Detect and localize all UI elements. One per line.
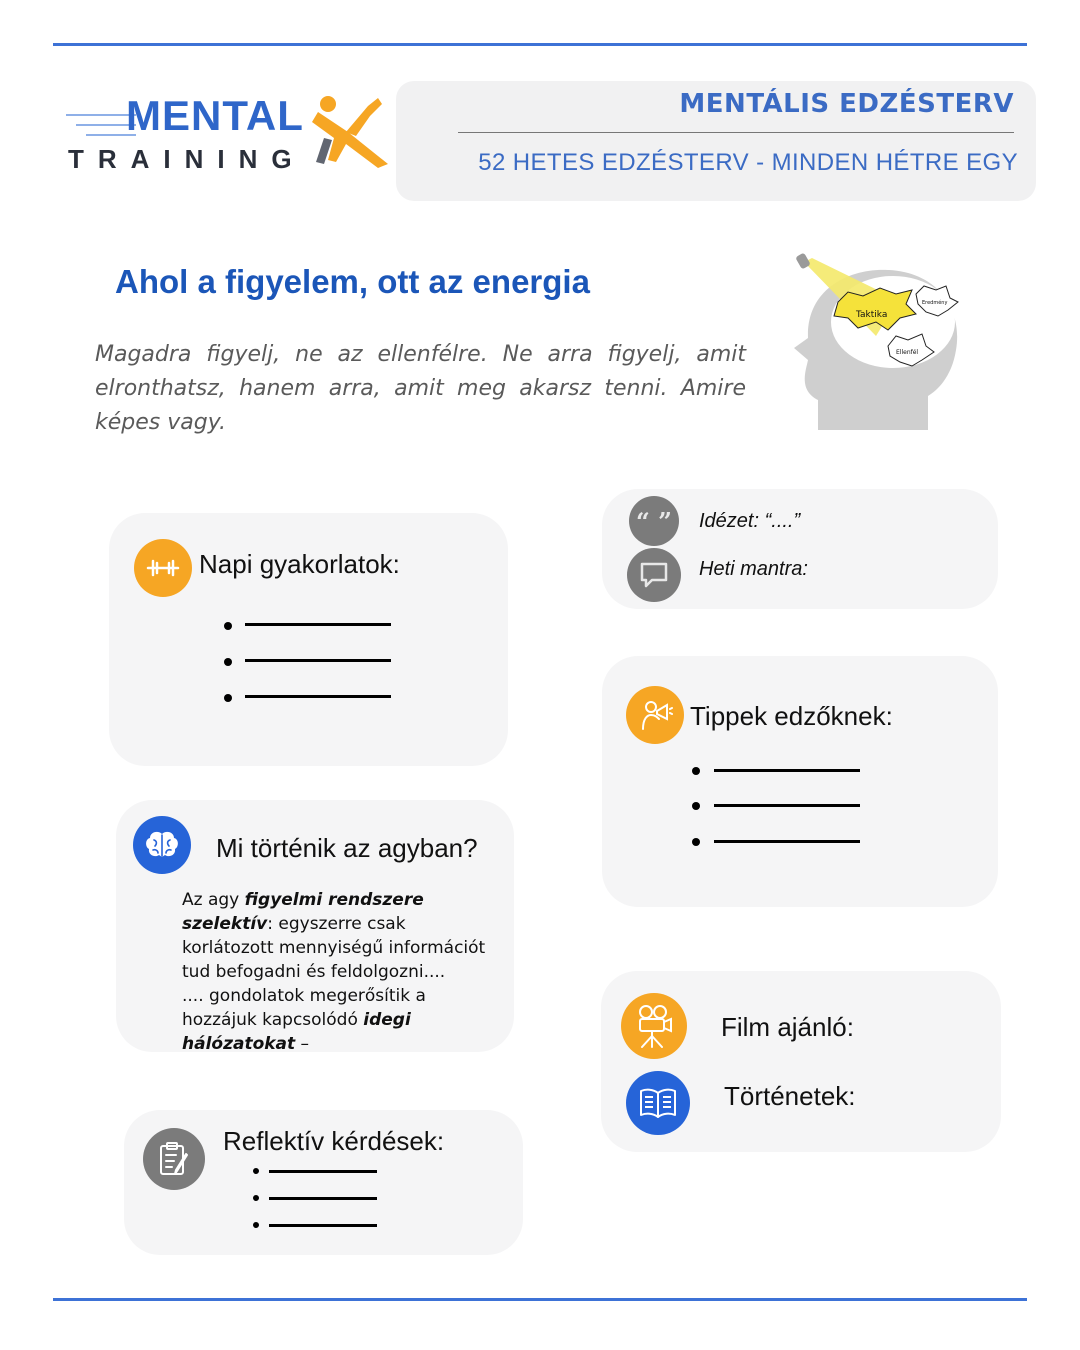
logo-word-mental: MENTAL: [126, 92, 304, 139]
dumbbell-glyph: [146, 558, 180, 578]
bullet-dot: [692, 838, 700, 846]
bullet-dot: [253, 1222, 259, 1228]
reflective-questions-card: [124, 1110, 523, 1255]
film-camera-glyph: [634, 1004, 674, 1048]
blank-line[interactable]: [245, 659, 391, 662]
blank-line[interactable]: [269, 1197, 377, 1200]
bullet-dot: [224, 658, 232, 666]
header-divider: [458, 132, 1014, 133]
blank-line[interactable]: [714, 769, 860, 772]
bullet-dot: [692, 802, 700, 810]
coach-megaphone-icon: [626, 686, 684, 744]
bullet-dot: [253, 1168, 259, 1174]
bullet-dot: [692, 767, 700, 775]
spotlight-icon: [795, 252, 811, 269]
bullet-dot: [253, 1195, 259, 1201]
stories-label: Történetek:: [724, 1081, 856, 1111]
dumbbell-icon: [134, 539, 192, 597]
plan-subtitle: 52 HETES EDZÉSTERV - MINDEN HÉTRE EGY: [478, 149, 1018, 176]
brain-text-bold-1: figyelmi rendszere szelektív: [182, 890, 424, 934]
clipboard-icon: [143, 1128, 205, 1190]
book-icon: [626, 1071, 690, 1135]
daily-exercises-title: Napi gyakorlatok:: [199, 549, 400, 579]
brain-title: Mi történik az agyban?: [216, 833, 478, 863]
film-camera-icon: [621, 993, 687, 1059]
bullet-dot: [224, 694, 232, 702]
brain-text-line2: .... gondolatok megerősítik a hozzájuk kapcsolódó: [182, 986, 426, 1030]
quote-card: [602, 489, 998, 609]
blank-line[interactable]: [245, 623, 391, 626]
speech-bubble-icon: [627, 548, 681, 602]
bottom-rule: [53, 1298, 1027, 1301]
brain-text-end: –: [295, 1034, 310, 1054]
clipboard-glyph: [158, 1141, 190, 1177]
blank-line[interactable]: [714, 840, 860, 843]
speech-bubble-glyph: [638, 561, 670, 589]
blank-line[interactable]: [714, 804, 860, 807]
page-title: Ahol a figyelem, ott az energia: [115, 263, 590, 300]
brain-text-bold-2: idegi hálózatokat: [182, 1010, 411, 1054]
athlete-figure-icon: [298, 92, 398, 172]
film-recommendation-label: Film ajánló:: [721, 1012, 854, 1042]
label-tactics: Taktika: [856, 310, 888, 320]
coach-megaphone-glyph: [637, 697, 673, 733]
plan-title: MENTÁLIS EDZÉSTERV: [679, 89, 1014, 119]
coach-tips-title: Tippek edzőknek:: [690, 701, 893, 731]
top-rule: [53, 43, 1027, 46]
head-focus-illustration: [788, 250, 968, 440]
book-glyph: [639, 1088, 677, 1118]
reflective-questions-title: Reflektív kérdések:: [223, 1126, 445, 1156]
brain-text-prefix: Az agy: [182, 890, 245, 910]
mantra-label: Heti mantra:: [699, 558, 808, 580]
label-opponent: Ellenfél: [896, 349, 919, 356]
bullet-dot: [224, 622, 232, 630]
daily-exercises-card: [109, 513, 508, 766]
brain-text-mid: : egyszerre csak korlátozott mennyiségű információt tud befogadni és feldolgozni....: [182, 914, 486, 982]
logo-word-training: TRAINING: [68, 144, 306, 174]
header-panel: [396, 81, 1036, 201]
coach-tips-card: [602, 656, 998, 907]
mental-training-logo: [66, 92, 396, 182]
label-outcome: Eredmény: [922, 300, 948, 306]
quote-icon: [629, 496, 679, 546]
blank-line[interactable]: [269, 1224, 377, 1227]
brain-explanation: [182, 888, 502, 1056]
blank-line[interactable]: [269, 1170, 377, 1173]
brain-icon: [133, 816, 191, 874]
quote-mark-glyph: “ ”: [636, 506, 672, 536]
brain-glyph: [144, 830, 180, 860]
film-stories-card: [601, 971, 1001, 1152]
blank-line[interactable]: [245, 695, 391, 698]
intro-text: Magadra figyelj, ne az ellenfélre. Ne arra figyelj, amit elronthatsz, hanem arra, amit meg akarsz tenni. Amire képes vagy.: [95, 342, 746, 435]
quote-label: Idézet: “....”: [699, 510, 801, 532]
